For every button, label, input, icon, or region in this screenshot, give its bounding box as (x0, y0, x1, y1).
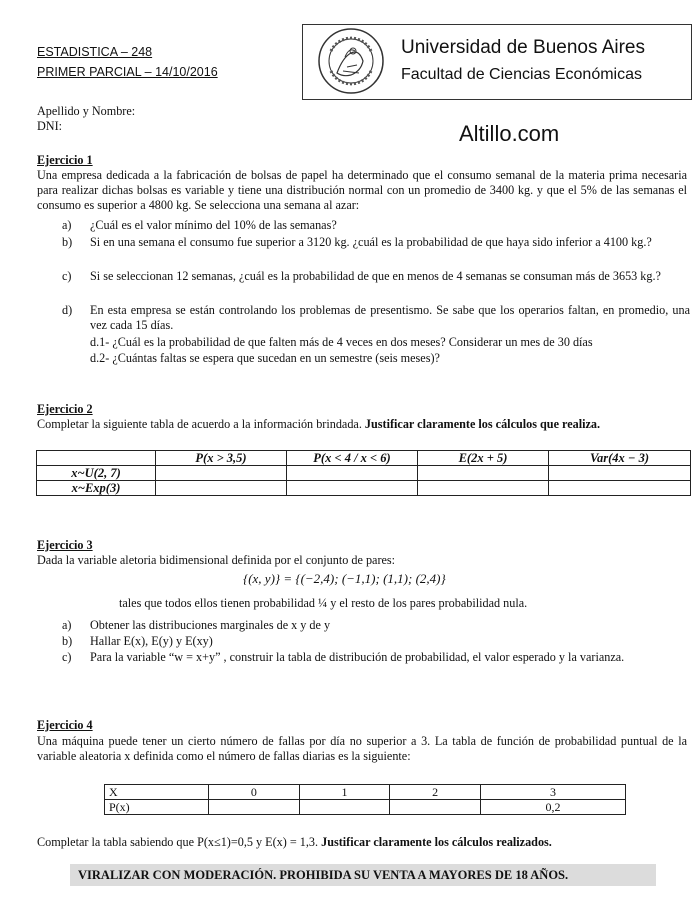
table-cell: 1 (299, 785, 390, 800)
item-letter: b) (62, 634, 73, 648)
site-watermark: Altillo.com (459, 121, 560, 146)
table-cell (156, 466, 287, 481)
table-header-cell: P(x < 4 / x < 6) (287, 451, 418, 466)
table-cell (390, 800, 481, 815)
table-cell (549, 481, 691, 496)
table-header-row (37, 451, 691, 466)
item-text: Hallar E(x), E(y) y E(xy) (90, 634, 213, 648)
exercise-2-table (36, 450, 691, 496)
faculty-name: Facultad de Ciencias Económicas (401, 66, 643, 83)
exercise-1-item-d1: d.1- ¿Cuál es la probabilidad de que falten más de 4 veces en dos meses? Considerar un mes de 30 días (90, 335, 593, 349)
item-letter: a) (62, 618, 72, 632)
table-cell: P(x) (105, 800, 209, 815)
exercise-2-intro-text: Completar la siguiente tabla de acuerdo a la información brindada. (37, 417, 362, 431)
item-text: Si se seleccionan 12 semanas, ¿cuál es la probabilidad de que en menos de 4 semanas se consuman más de 3653 kg.? (90, 269, 661, 283)
exercise-3-probability-note (119, 596, 527, 611)
item-text: Obtener las distribuciones marginales de x y de y (90, 618, 331, 632)
exercise-4-outro (37, 835, 687, 850)
exercise-3-title: Ejercicio 3 (37, 538, 93, 552)
table-cell: 0 (209, 785, 300, 800)
table-header-cell (37, 451, 156, 466)
item-letter: c) (62, 269, 72, 283)
exercise-4-title: Ejercicio 4 (37, 718, 93, 732)
item-letter: d) (62, 303, 73, 317)
seal-icon (317, 27, 385, 95)
dni-field-label: DNI: (37, 119, 63, 133)
table-cell (549, 466, 691, 481)
prob-prefix: tales que todos ellos tienen probabilidad (119, 596, 315, 610)
exercise-1-intro: Una empresa dedicada a la fabricación de bolsas de papel ha determinado que el consumo semanal de la materia prima necesaria para realizar dichas bolsas es variable y tiene una distribución normal con un promedio de 3400 kg. y que el 5% de las semanas el consumo es superior a 4800 kg. Se selecciona una semana al azar: (37, 168, 687, 212)
item-text: En esta empresa se están controlando los problemas de presentismo. Se sabe que los operarios faltan, en promedio, una vez cada 15 días. (90, 303, 690, 332)
item-letter: b) (62, 235, 73, 249)
exercise-1-item-d2: d.2- ¿Cuántas faltas se espera que sucedan en un semestre (seis meses)? (90, 351, 440, 365)
exercise-4-table (104, 784, 626, 815)
table-cell (209, 800, 300, 815)
footer-text: VIRALIZAR CON MODERACIÓN. PROHIBIDA SU VENTA A MAYORES DE 18 AÑOS. (78, 868, 569, 882)
table-cell: X (105, 785, 209, 800)
name-field-label: Apellido y Nombre: (37, 104, 136, 118)
table-cell: 3 (480, 785, 625, 800)
table-header-cell: E(2x + 5) (418, 451, 549, 466)
item-text: ¿Cuál es el valor mínimo del 10% de las semanas? (90, 218, 337, 232)
item-text: Para la variable “w = x+y” , construir la tabla de distribución de probabilidad, el valor esperado y la varianza. (90, 650, 625, 664)
table-cell (287, 466, 418, 481)
table-header-cell: P(x > 3,5) (156, 451, 287, 466)
item-letter: a) (62, 218, 72, 232)
exam-title: PRIMER PARCIAL – 14/10/2016 (37, 65, 218, 79)
university-name: Universidad de Buenos Aires (401, 37, 645, 58)
exercise-2-title: Ejercicio 2 (37, 402, 93, 416)
course-title: ESTADISTICA – 248 (37, 45, 153, 59)
table-cell (418, 466, 549, 481)
table-cell: 0,2 (480, 800, 625, 815)
table-cell (418, 481, 549, 496)
table-cell: x~Exp(3) (37, 481, 156, 496)
table-cell: 2 (390, 785, 481, 800)
table-cell (299, 800, 390, 815)
table-row (37, 466, 691, 481)
table-cell: x~U(2, 7) (37, 466, 156, 481)
exercise-3-set: {(x, y)} = {(−2,4); (−1,1); (1,1); (2,4)} (243, 571, 446, 586)
item-letter: c) (62, 650, 72, 664)
exercise-4-outro-bold: Justificar claramente los cálculos realizados. (321, 835, 552, 849)
exercise-3-intro: Dada la variable aletoria bidimensional definida por el conjunto de pares: (37, 553, 396, 567)
prob-fraction: ¼ (318, 596, 328, 610)
table-row (105, 785, 626, 800)
exercise-1-title: Ejercicio 1 (37, 153, 93, 167)
table-cell (287, 481, 418, 496)
exercise-2-intro (37, 417, 677, 432)
university-header-box (302, 24, 692, 100)
prob-suffix: y el resto de los pares probabilidad nula. (330, 596, 528, 610)
table-row (37, 481, 691, 496)
exercise-4-intro: Una máquina puede tener un cierto número de fallas por día no superior a 3. La tabla de función de probabilidad puntual de la variable aleatoria x definida como el número de fallas diarias es la siguiente: (37, 734, 687, 763)
exercise-2-intro-bold: Justificar claramente los cálculos que realiza. (364, 417, 601, 431)
table-header-cell: Var(4x − 3) (549, 451, 691, 466)
university-seal (317, 27, 385, 95)
exercise-4-outro-text: Completar la tabla sabiendo que P(x≤1)=0,5 y E(x) = 1,3. (37, 835, 319, 849)
table-cell (156, 481, 287, 496)
item-text: Si en una semana el consumo fue superior a 3120 kg. ¿cuál es la probabilidad de que haya sido inferior a 4100 kg.? (90, 235, 652, 249)
table-row (105, 800, 626, 815)
